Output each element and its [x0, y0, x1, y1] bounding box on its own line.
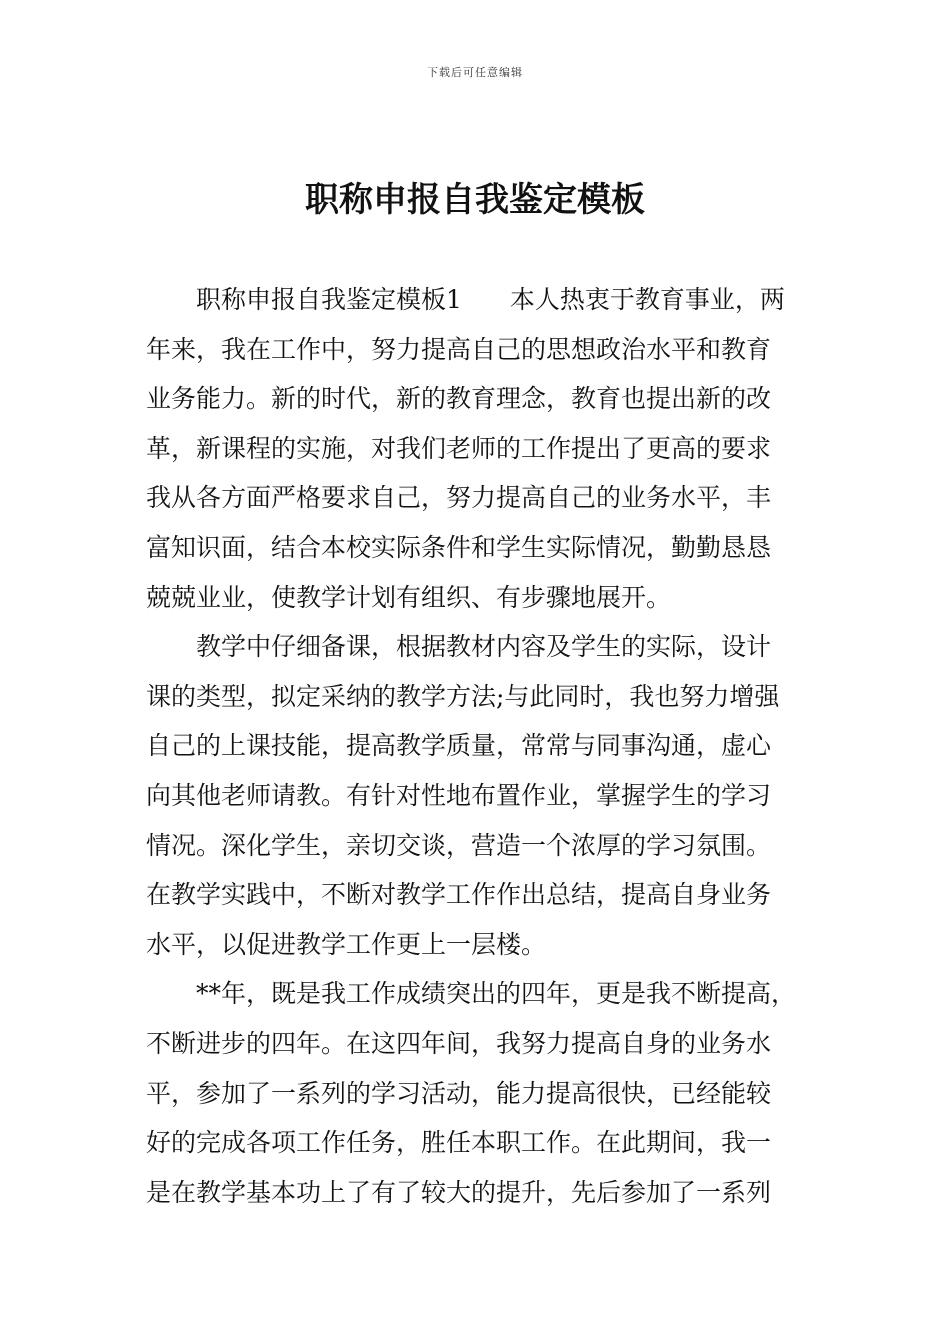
paragraph-first-line: [146, 275, 810, 325]
header-note: 下载后可任意编辑: [427, 66, 523, 79]
text-line: 课的类型，拟定采纳的教学方法;与此同时，我也努力增强: [146, 681, 780, 711]
text-line: 情况。深化学生，亲切交谈，营造一个浓厚的学习氛围。: [146, 830, 772, 860]
text-line: 本人热衷于教育事业，两: [509, 285, 785, 314]
text-line: 在教学实践中，不断对教学工作作出总结，提高自身业务: [146, 880, 772, 910]
text-line: 革，新课程的实施，对我们老师的工作提出了更高的要求: [146, 433, 772, 463]
text-line: 业务能力。新的时代，新的教育理念，教育也提出新的改: [146, 384, 772, 414]
section-heading-inline: 职称申报自我鉴定模板1: [196, 285, 462, 314]
document-body: [146, 275, 810, 1217]
text-line: 水平，以促进教学工作更上一层楼。: [146, 929, 547, 959]
paragraph: [146, 969, 810, 1217]
text-line: 好的完成各项工作任务，胜任本职工作。在此期间，我一: [146, 1128, 772, 1158]
text-line: 兢兢业业，使教学计划有组织、有步骤地展开。: [146, 582, 672, 612]
text-line: 富知识面，结合本校实际条件和学生实际情况，勤勤恳恳: [146, 532, 772, 562]
text-line: 不断进步的四年。在这四年间，我努力提高自身的业务水: [146, 1028, 772, 1058]
text-line: 年来，我在工作中，努力提高自己的思想政治水平和教育: [146, 334, 772, 364]
text-line: 教学中仔细备课，根据教材内容及学生的实际，设计: [196, 632, 772, 662]
paragraph: [146, 622, 810, 969]
text-line: 我从各方面严格要求自己，努力提高自己的业务水平，丰: [146, 483, 772, 513]
paragraph: [146, 275, 810, 622]
text-line: 平，参加了一系列的学习活动，能力提高很快，已经能较: [146, 1078, 772, 1108]
text-line: 自己的上课技能，提高教学质量，常常与同事沟通，虚心: [146, 731, 772, 761]
text-line: **年，既是我工作成绩突出的四年，更是我不断提高，: [196, 979, 797, 1009]
text-line: 是在教学基本功上了有了较大的提升，先后参加了一系列: [146, 1177, 772, 1207]
page-title: 职称申报自我鉴定模板: [305, 180, 645, 220]
text-line: 向其他老师请教。有针对性地布置作业，掌握学生的学习: [146, 780, 772, 810]
